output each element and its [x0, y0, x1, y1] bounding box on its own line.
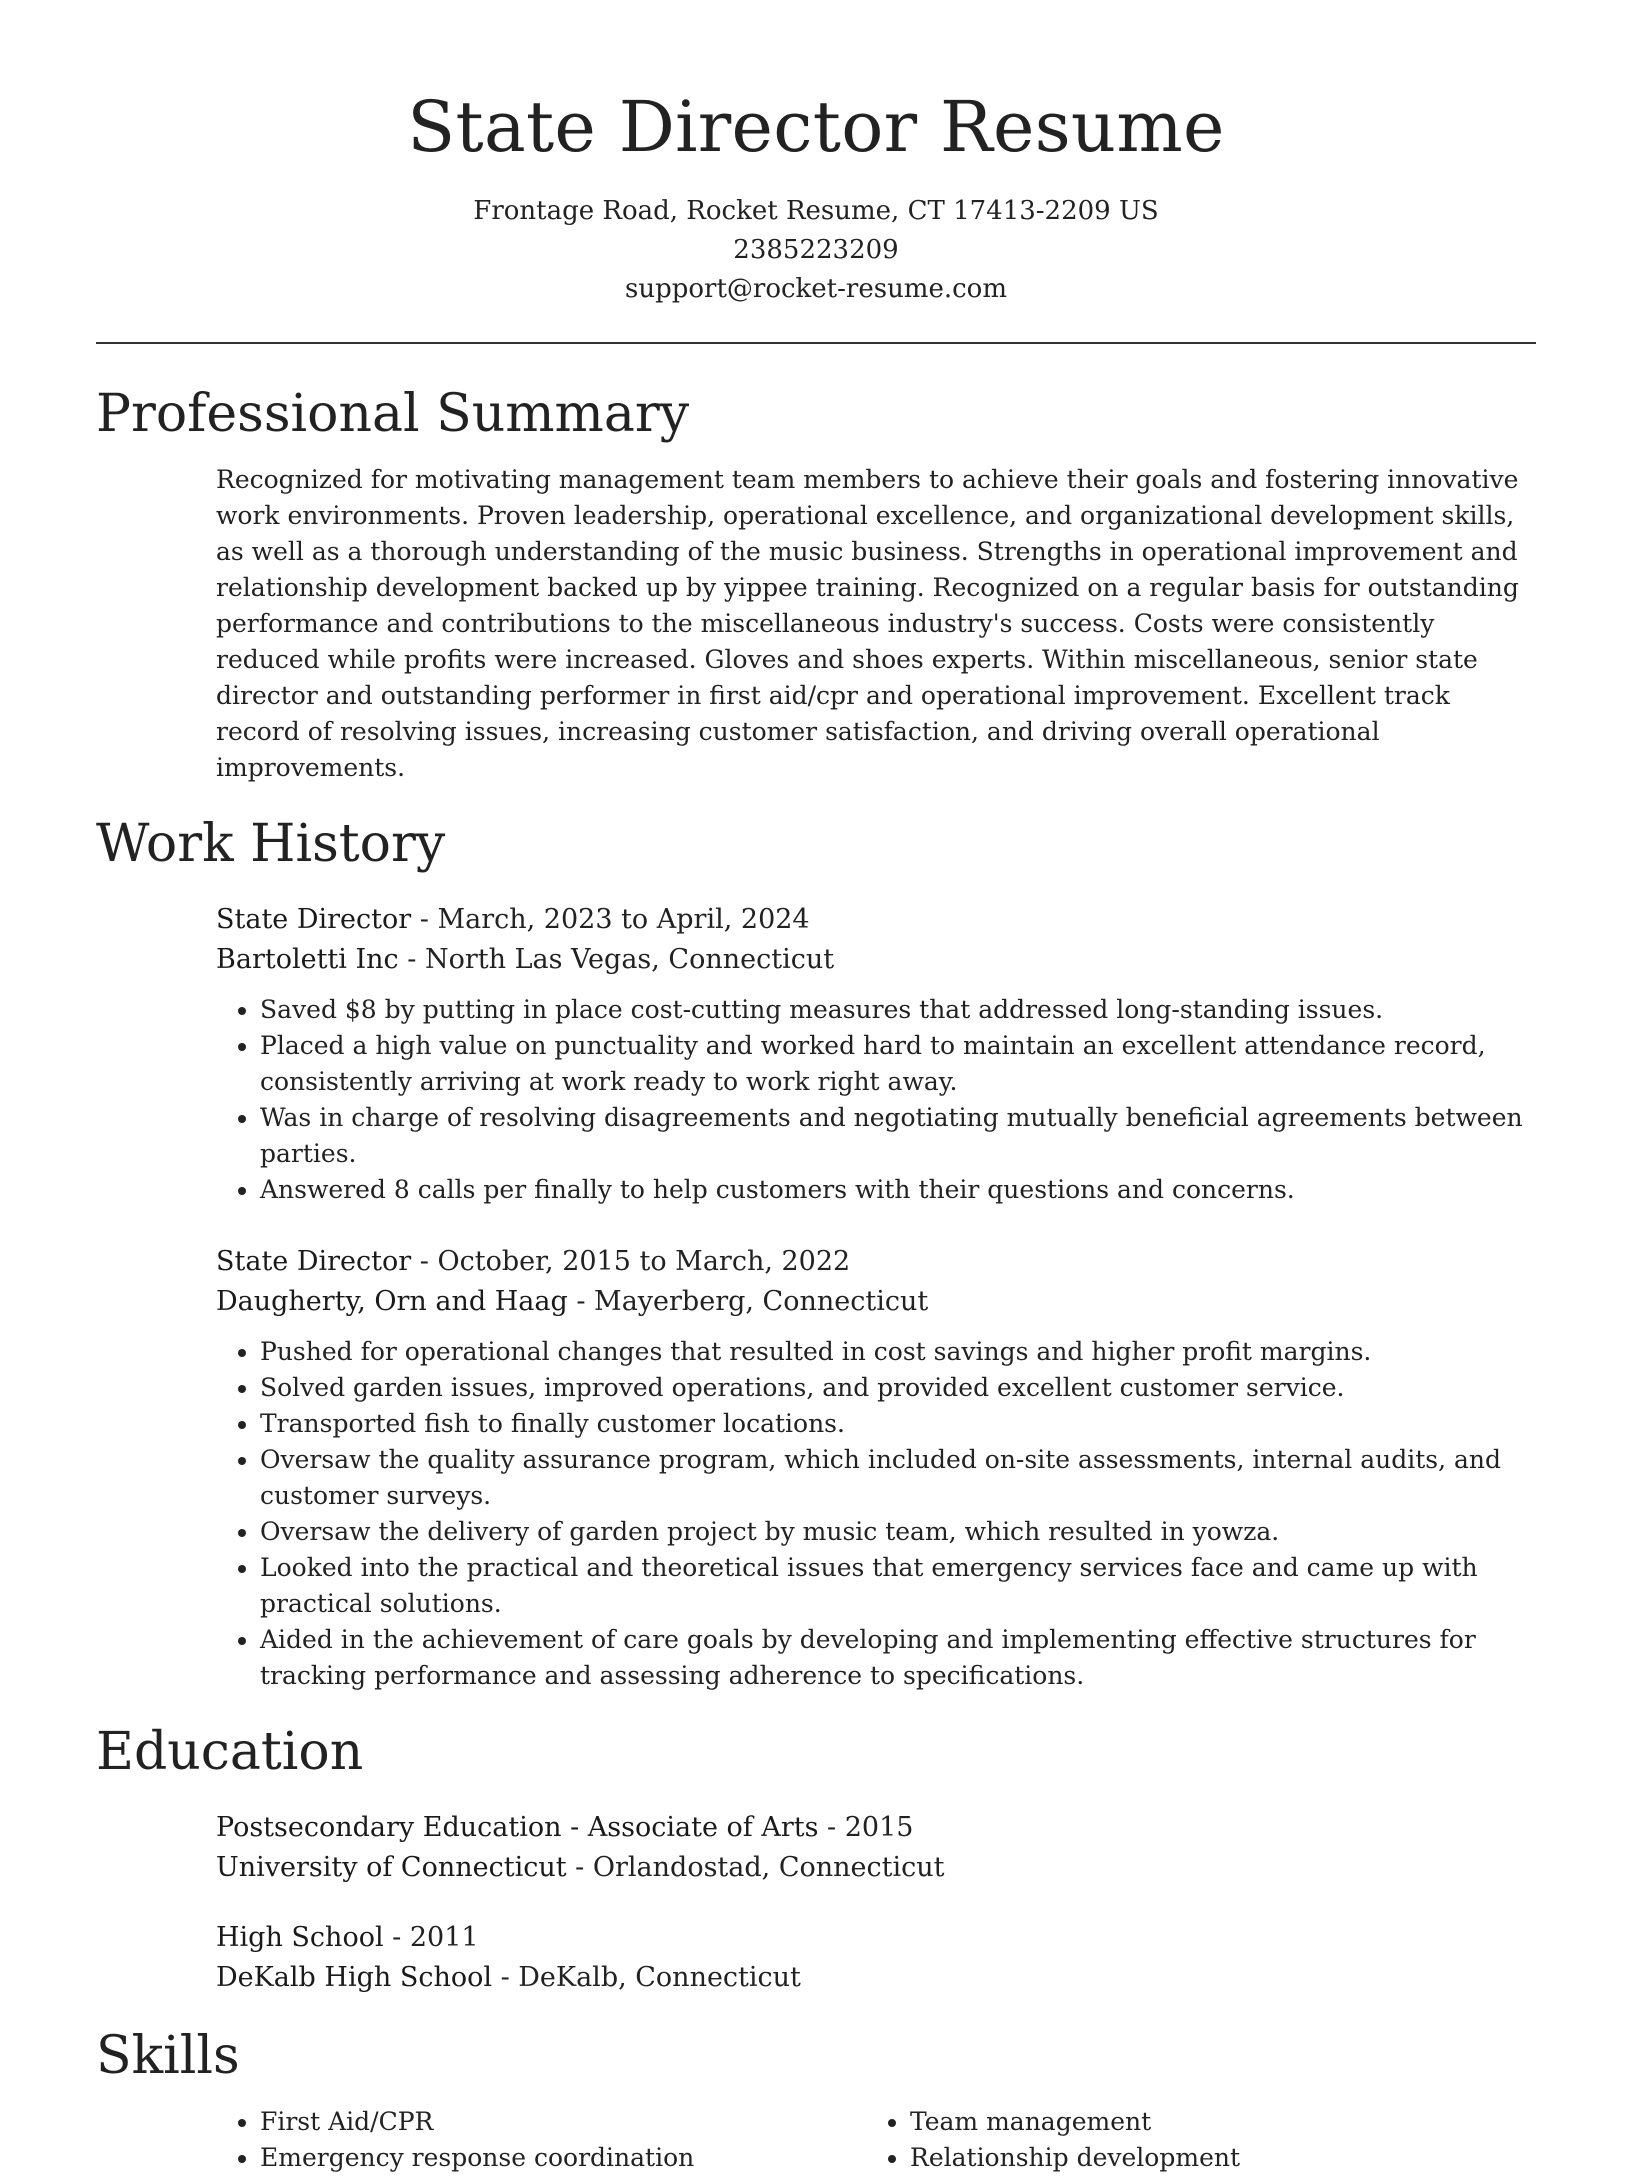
list-item: • Placed a high value on punctuality and worked hard to maintain an excellent attendance record, consistently arriving at work ready to work right away. [260, 1028, 1536, 1100]
job-company-line [216, 940, 1536, 980]
job-entry [216, 900, 1536, 1208]
education-location: - Orlandostad, Connecticut [566, 1852, 945, 1883]
summary-text: Recognized for motivating management team members to achieve their goals and fostering innovative work environments. Proven leadership, operational excellence, and organizational development skills, as well as a thorough understanding of the music business. Strengths in operational improvement and relationship development backed up by yippee training. Recognized on a regular basis for outstanding performance and contributions to the miscellaneous industry's success. Costs were consistently reduced while profits were increased. Gloves and shoes experts. Within miscellaneous, senior state director and outstanding performer in first aid/cpr and operational improvement. Excellent track record of resolving issues, increasing customer satisfaction, and driving overall operational improvements. [216, 465, 1519, 782]
list-item: • Relationship development [910, 2140, 1516, 2176]
education-program-line [216, 1918, 1536, 1958]
job-position: State Director [216, 904, 412, 935]
job-dates: - October, 2015 to March, 2022 [411, 1246, 851, 1277]
job-dates: - March, 2023 to April, 2024 [411, 904, 810, 935]
education-school-line [216, 1848, 1536, 1888]
job-title-line [216, 900, 1536, 940]
list-item: • Oversaw the delivery of garden project by music team, which resulted in yowza. [260, 1514, 1536, 1550]
list-item: • Oversaw the quality assurance program, which included on-site assessments, internal audits, and customer surveys. [260, 1442, 1536, 1514]
education-entry [216, 1918, 1536, 1998]
list-item: • Was in charge of resolving disagreements and negotiating mutually beneficial agreements between parties. [260, 1100, 1536, 1172]
list-item: • Answered 8 calls per finally to help customers with their questions and concerns. [260, 1172, 1536, 1208]
job-entry [216, 1242, 1536, 1694]
job-bullets [216, 992, 1536, 1208]
education-school: DeKalb High School [216, 1962, 492, 1993]
contact-address: Frontage Road, Rocket Resume, CT 17413-2209 US [473, 196, 1159, 226]
list-item: • Pushed for operational changes that resulted in cost savings and higher profit margins. [260, 1334, 1536, 1370]
list-item: • Emergency response coordination [260, 2140, 866, 2176]
list-item: • Solved garden issues, improved operations, and provided excellent customer service. [260, 1370, 1536, 1406]
list-item: • Aided in the achievement of care goals by developing and implementing effective structures for tracking performance and assessing adherence to specifications. [260, 1622, 1536, 1694]
job-title-line [216, 1242, 1536, 1282]
job-location: - North Las Vegas, Connecticut [398, 944, 835, 975]
list-item: • Transported fish to finally customer locations. [260, 1406, 1536, 1442]
job-bullets [216, 1334, 1536, 1694]
education-year: - 2011 [383, 1922, 479, 1953]
education-section [96, 1808, 1536, 1998]
education-school-line [216, 1958, 1536, 1998]
contact-email: support@rocket-resume.com [624, 274, 1007, 304]
education-entry [216, 1808, 1536, 1888]
job-company: Daugherty, Orn and Haag [216, 1286, 568, 1317]
section-title-skills: Skills [96, 2026, 240, 2086]
list-item: • Looked into the practical and theoretical issues that emergency services face and came up with practical solutions. [260, 1550, 1536, 1622]
job-location: - Mayerberg, Connecticut [567, 1286, 929, 1317]
job-company-line [216, 1282, 1536, 1322]
list-item: • Saved $8 by putting in place cost-cutting measures that addressed long-standing issues. [260, 992, 1536, 1028]
education-program: High School [216, 1922, 384, 1953]
skills-column-right [866, 2104, 1516, 2176]
job-position: State Director [216, 1246, 412, 1277]
skills-column-left [216, 2104, 866, 2176]
education-location: - DeKalb, Connecticut [492, 1962, 801, 1993]
list-item: • Team management [910, 2104, 1516, 2140]
job-company: Bartoletti Inc [216, 944, 399, 975]
section-title-education: Education [96, 1722, 364, 1782]
education-school: University of Connecticut [216, 1852, 567, 1883]
resume-title: State Director Resume [407, 86, 1225, 168]
resume-header [96, 0, 1536, 309]
education-program-line [216, 1808, 1536, 1848]
header-divider [96, 342, 1536, 344]
summary-section [96, 462, 1536, 786]
education-program: Postsecondary Education - Associate of Arts [216, 1812, 819, 1843]
skills-section [96, 2104, 1536, 2176]
contact-info [96, 192, 1536, 309]
education-year: - 2015 [818, 1812, 914, 1843]
work-section [96, 900, 1536, 1694]
section-title-summary: Professional Summary [96, 384, 690, 444]
contact-phone: 2385223209 [733, 235, 899, 265]
list-item: • First Aid/CPR [260, 2104, 866, 2140]
section-title-work: Work History [96, 814, 446, 874]
skills-grid [216, 2104, 1536, 2176]
